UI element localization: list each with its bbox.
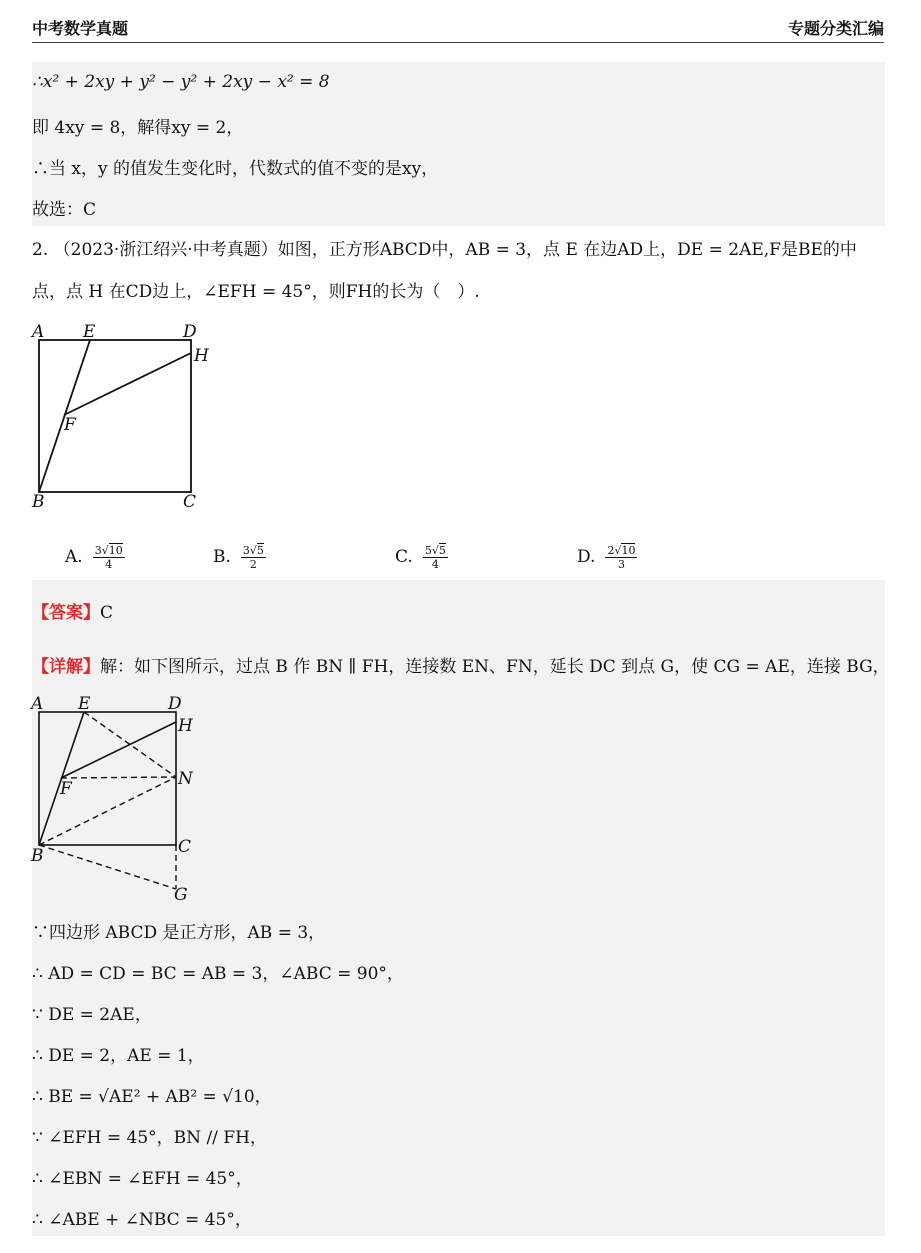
label-c-2: C <box>178 837 192 857</box>
step-5: ∴ BE = √AE² + AB² = √10， <box>32 1087 272 1107</box>
step-2: ∴ AD = CD = BC = AB = 3，∠ABC = 90°， <box>32 964 404 984</box>
prev-eq2: 即 4xy = 8，解得xy = 2， <box>32 118 244 138</box>
step-4: ∴ DE = 2，AE = 1， <box>32 1046 205 1066</box>
label-b: B <box>32 492 45 512</box>
option-d[interactable]: D. $\frac{2√10}{3}$ <box>577 544 636 571</box>
answer-line <box>32 598 113 623</box>
label-d: D <box>183 322 197 342</box>
header-right-title: 专题分类汇编 <box>787 19 884 38</box>
page-header <box>32 12 884 43</box>
prev-choice: 故选：C <box>32 200 97 220</box>
label-n-2: N <box>178 769 193 789</box>
question-line1: 2. （2023·浙江绍兴·中考真题）如图，正方形ABCD中，AB = 3，点 E 在边AD上，DE = 2AE,F是BE的中 <box>32 240 857 260</box>
figure-square-solution <box>28 690 218 905</box>
step-8: ∴ ∠ABE + ∠NBC = 45°， <box>32 1210 252 1230</box>
answer-value: C <box>100 603 114 623</box>
prev-eq1: ∴x² + 2xy + y² − y² + 2xy − x² = 8 <box>32 72 330 92</box>
detail-intro: 解：如下图所示，过点 B 作 BN ∥ FH，连接数 EN、FN，延长 DC 到点 G，使 CG = AE，连接 BG， <box>100 657 890 677</box>
question-line2: 点，点 H 在CD边上，∠EFH = 45°，则FH的长为（ ）. <box>32 282 480 302</box>
label-h: H <box>194 346 209 366</box>
step-1: ∵四边形 ABCD 是正方形，AB = 3， <box>32 923 326 943</box>
label-d-2: D <box>168 694 182 714</box>
label-f: F <box>64 415 76 435</box>
option-b[interactable]: B. $\frac{3√5}{2}$ <box>213 544 264 571</box>
option-c[interactable]: C. $\frac{5√5}{4}$ <box>395 544 446 571</box>
detail-intro-line <box>32 652 890 677</box>
step-3: ∵ DE = 2AE， <box>32 1005 152 1025</box>
segment-bg <box>39 845 176 889</box>
label-c: C <box>183 492 197 512</box>
label-h-2: H <box>178 716 193 736</box>
step-6: ∵ ∠EFH = 45°，BN // FH， <box>32 1128 267 1148</box>
label-e-2: E <box>78 694 91 714</box>
step-7: ∴ ∠EBN = ∠EFH = 45°， <box>32 1169 253 1189</box>
label-b-2: B <box>31 846 44 866</box>
prev-eq3: ∴当 x，y 的值发生变化时，代数式的值不变的是xy， <box>32 159 439 179</box>
label-f-2: F <box>60 779 72 799</box>
label-a-2: A <box>31 694 44 714</box>
square-abcd <box>39 340 191 492</box>
answer-tag: 【答案】 <box>32 603 100 623</box>
option-a[interactable]: A. $\frac{3√10}{4}$ <box>65 544 123 571</box>
label-e: E <box>83 322 96 342</box>
segment-fn <box>61 777 176 778</box>
label-a: A <box>32 322 45 342</box>
label-g-2: G <box>174 885 188 905</box>
figure-square-question <box>28 318 228 518</box>
detail-tag: 【详解】 <box>32 657 100 677</box>
header-left-title: 中考数学真题 <box>32 19 129 38</box>
